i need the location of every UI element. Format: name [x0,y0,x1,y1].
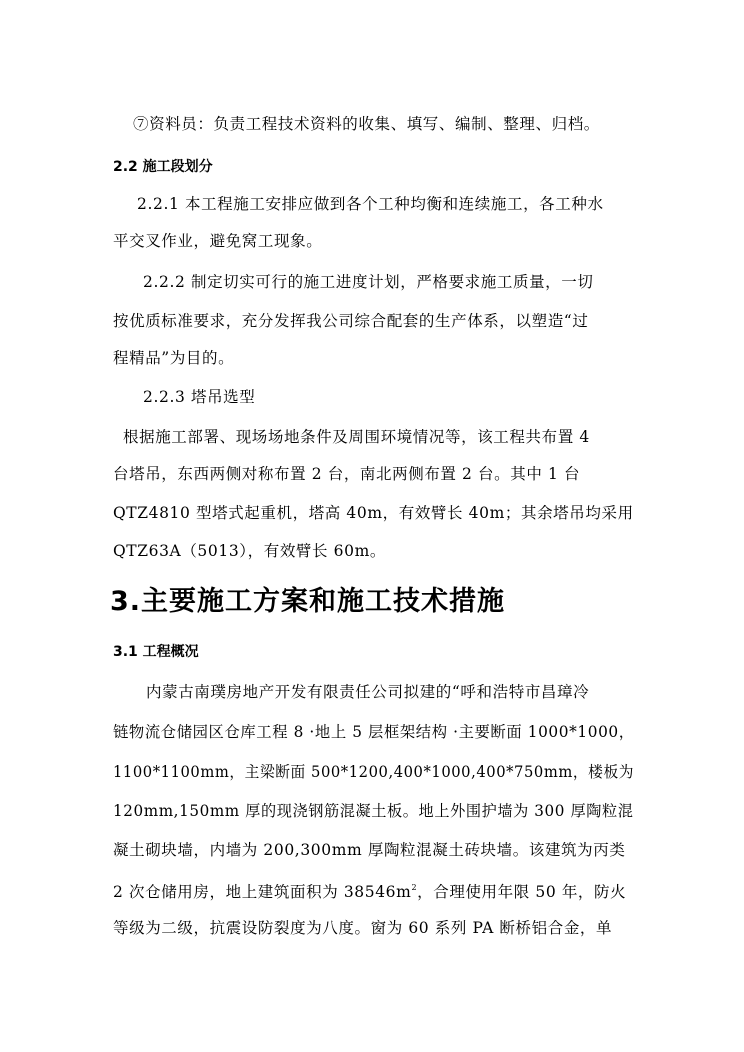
area-unit-superscript: 2 [411,883,418,892]
section-2-2-heading: 2.2 施工段划分 [113,159,213,175]
section-3-1-heading: 3.1 工程概况 [113,644,199,660]
para-2-2-3-line-3: QTZ4810 型塔式起重机，塔高 40m，有效臂长 40m；其余塔吊均采用 [113,504,634,522]
para-2-2-1-line-2: 平交叉作业，避免窝工现象。 [113,232,323,250]
para-2-2-1-line-1: 2.2.1 本工程施工安排应做到各个工种均衡和连续施工，各工种水 [137,195,604,213]
overview-line-1: 内蒙古南璞房地产开发有限责任公司拟建的“呼和浩特市昌璋冷 [146,683,590,701]
overview-line-4: 120mm,150mm 厚的现浇钢筋混凝土板。地上外围护墙为 300 厚陶粒混 [113,802,634,820]
para-2-2-2-line-1: 2.2.2 制定切实可行的施工进度计划，严格要求施工质量，一切 [143,273,594,291]
para-2-2-2-line-3: 程精品”为目的。 [113,349,235,367]
overview-line-3: 1100*1100mm，主梁断面 500*1200,400*1000,400*750mm，楼板为 [113,763,635,781]
para-2-2-3-title: 2.2.3 塔吊选型 [143,388,256,406]
para-2-2-3-line-4: QTZ63A（5013），有效臂长 60m。 [113,542,386,560]
overview-line-6 [113,878,626,902]
overview-line-5: 凝土砌块墙，内墙为 200,300mm 厚陶粒混凝土砖块墙。该建筑为丙类 [113,841,626,859]
overview-line-7: 等级为二级，抗震设防裂度为八度。窗为 60 系列 PA 断桥铝合金，单 [113,919,613,937]
overview-line-2: 链物流仓储园区仓库工程 8 ·地上 5 层框架结构 ·主要断面 1000*1000， [113,723,635,741]
staff-duty-item-7: ⑦资料员：负责工程技术资料的收集、填写、编制、整理、归档。 [133,115,600,133]
para-2-2-3-line-1: 根据施工部署、现场场地条件及周围环境情况等，该工程共布置 4 [123,428,590,446]
para-2-2-3-line-2: 台塔吊，东西两侧对称布置 2 台，南北两侧布置 2 台。其中 1 台 [113,465,581,483]
overview-line-6-tail: ，合理使用年限 50 年，防火 [417,883,627,901]
para-2-2-2-line-2: 按优质标准要求，充分发挥我公司综合配套的生产体系，以塑造“过 [113,312,589,330]
overview-line-6-text: 2 次仓储用房，地上建筑面积为 38546m [113,883,412,901]
section-3-heading: 3.主要施工方案和施工技术措施 [110,586,506,617]
